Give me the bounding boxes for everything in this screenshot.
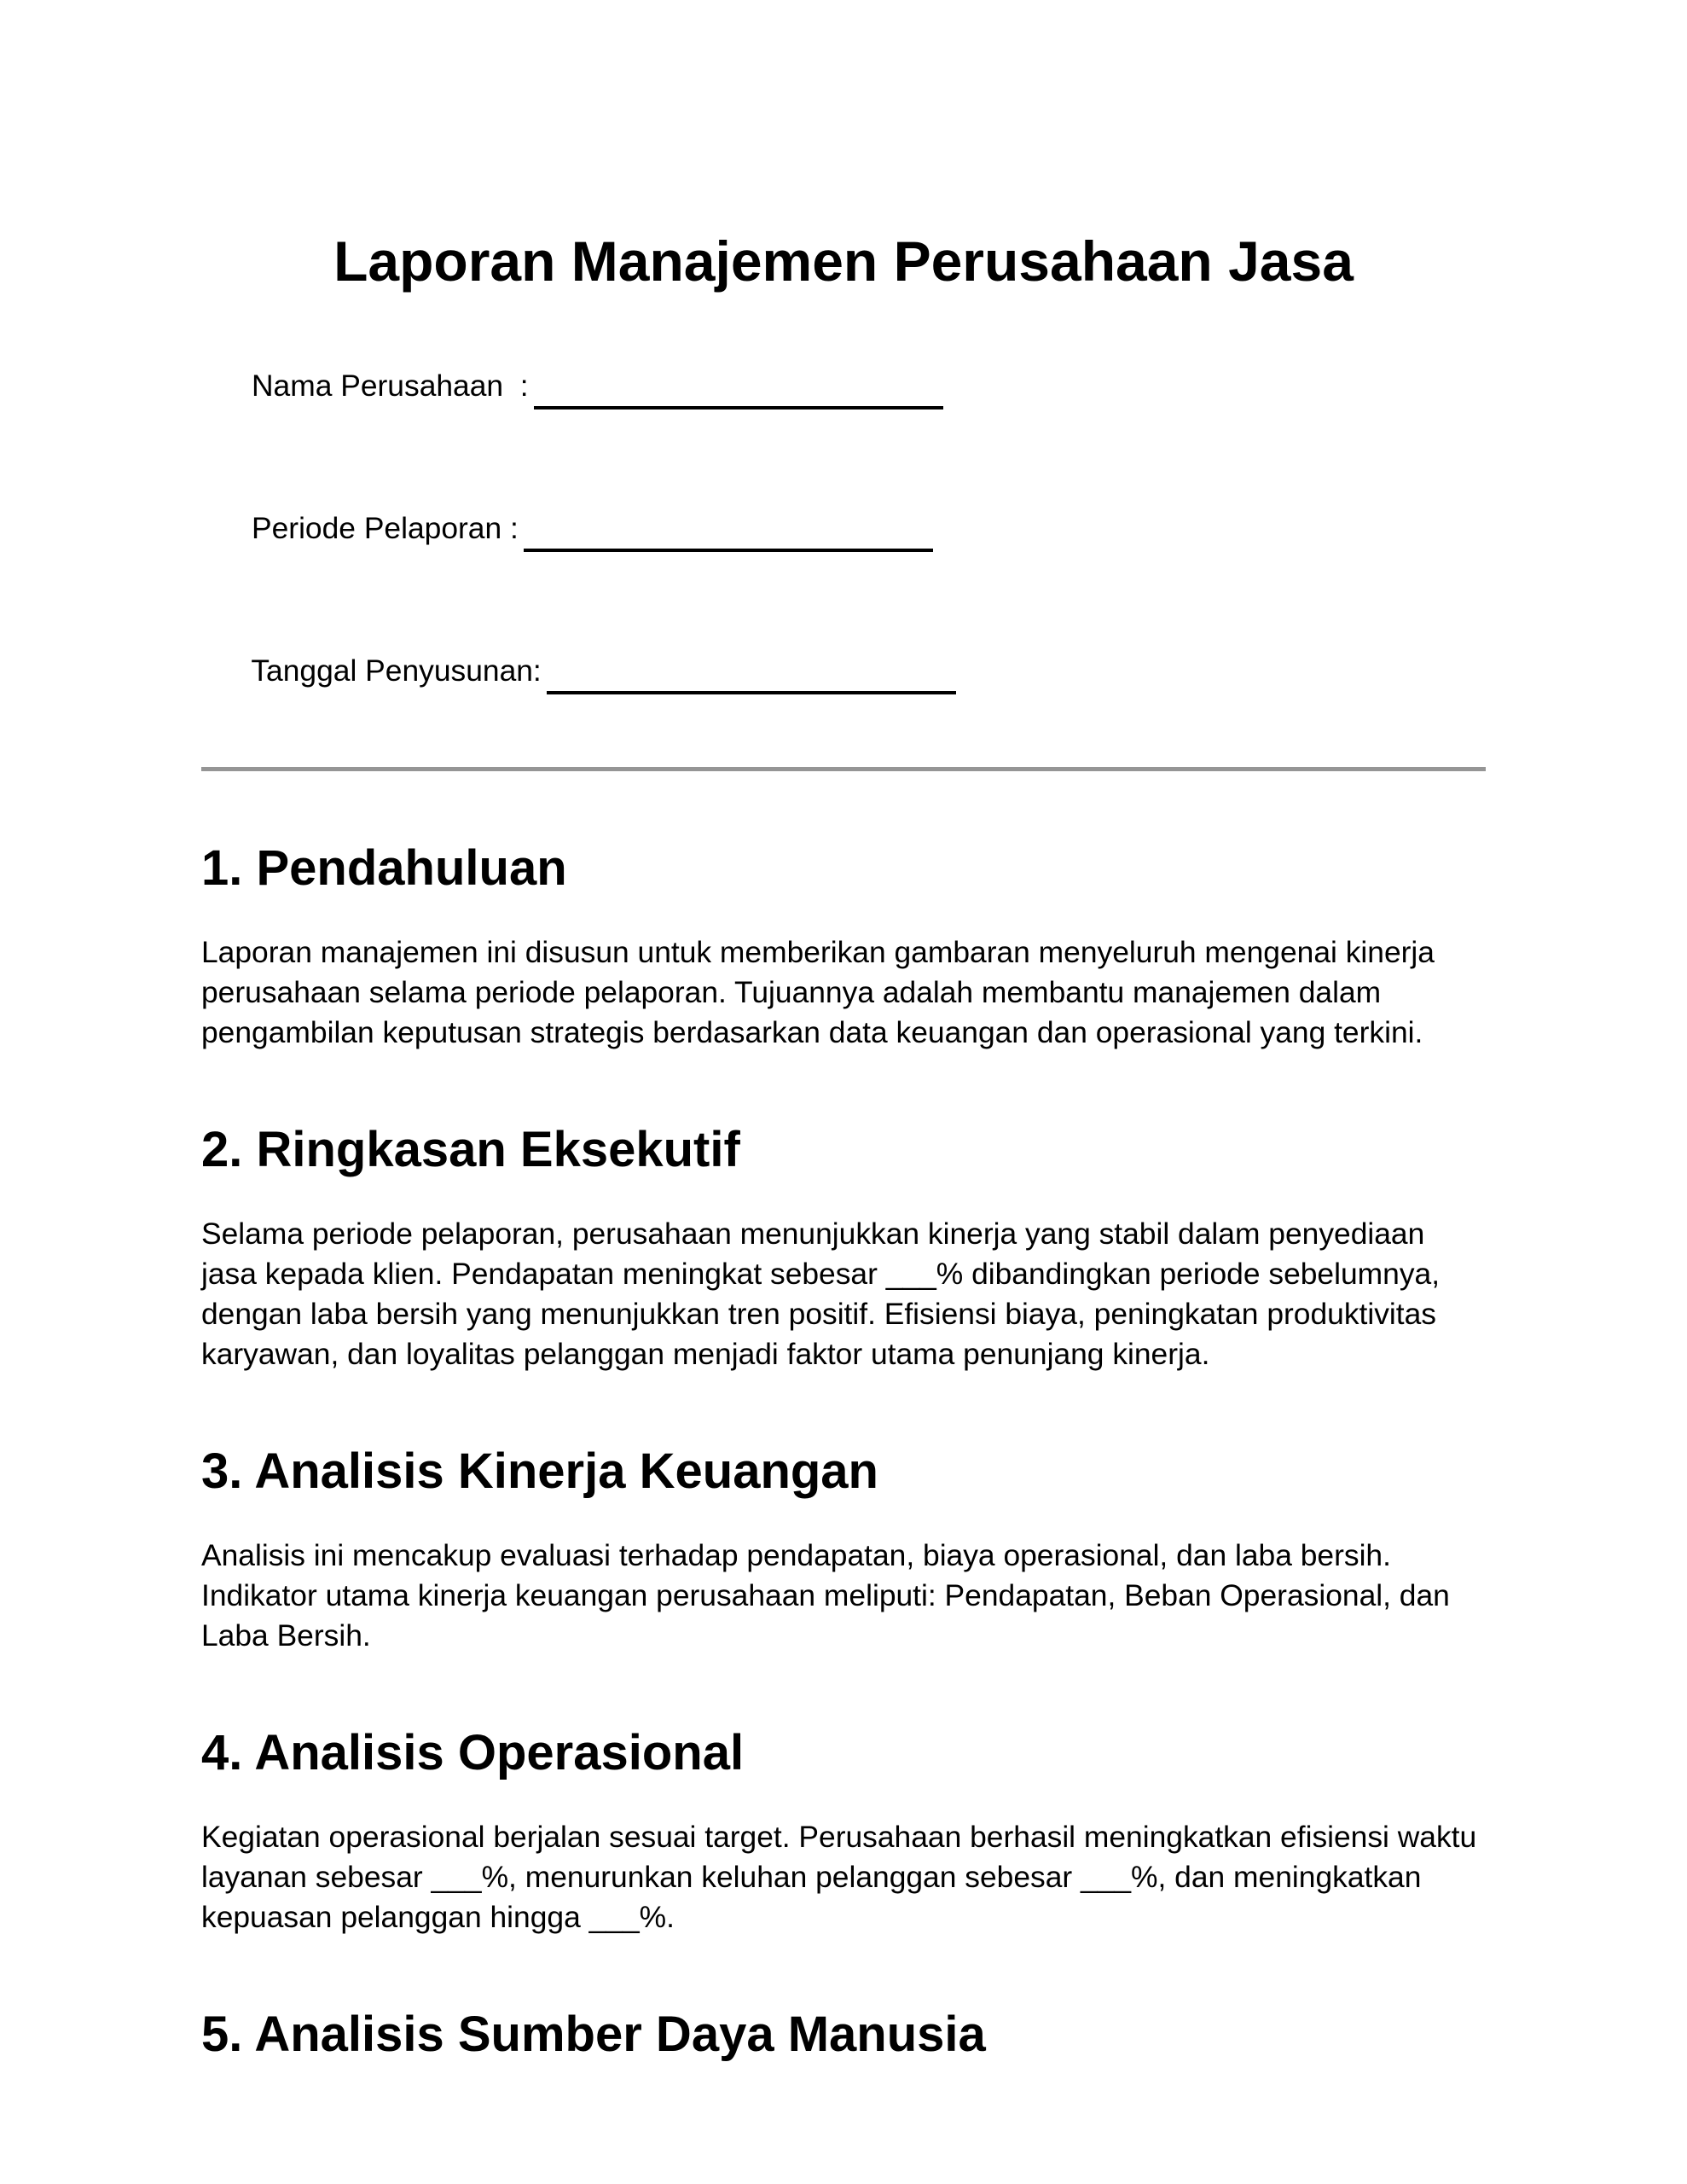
- field-label-nama-perusahaan: Nama Perusahaan :: [252, 369, 529, 403]
- section-heading-ringkasan-eksekutif: 2. Ringkasan Eksekutif: [201, 1122, 740, 1177]
- section-body-pendahuluan: Laporan manajemen ini disusun untuk memberikan gambaran menyeluruh mengenai kinerja perusahaan selama periode pelaporan. Tujuannya adalah membantu manajemen dalam pengambilan keputusan strategis berdasarkan data keuangan dan operasional yang terkini.: [201, 935, 1435, 1049]
- field-periode-pelaporan: [201, 482, 1486, 583]
- section-heading-analisis-operasional: 4. Analisis Operasional: [201, 1725, 745, 1780]
- section-ringkasan-eksekutif: [201, 1122, 1486, 1374]
- section-analisis-sumber-daya-manusia: [201, 2007, 1486, 2062]
- horizontal-divider: [201, 767, 1486, 771]
- section-heading-analisis-sumber-daya-manusia: 5. Analisis Sumber Daya Manusia: [201, 2007, 986, 2062]
- section-heading-analisis-kinerja-keuangan: 3. Analisis Kinerja Keuangan: [201, 1443, 878, 1499]
- section-body-ringkasan-eksekutif: Selama periode pelaporan, perusahaan menunjukkan kinerja yang stabil dalam penyediaan jasa kepada klien. Pendapatan meningkat sebesar ___% dibandingkan periode sebelumnya, dengan laba bersih yang menunjukkan tren positif. Efisiensi biaya, peningkatan produktivitas karyawan, dan loyalitas pelanggan menjadi faktor utama penunjang kinerja.: [201, 1217, 1441, 1371]
- field-tanggal-penyusunan: [201, 624, 1486, 725]
- section-analisis-kinerja-keuangan: [201, 1443, 1486, 1656]
- section-heading-pendahuluan: 1. Pendahuluan: [201, 840, 567, 896]
- section-pendahuluan: [201, 840, 1486, 1053]
- section-analisis-operasional: [201, 1725, 1486, 1937]
- field-nama-perusahaan: [201, 340, 1486, 440]
- header-fields: [201, 340, 1486, 725]
- fill-in-line-nama-perusahaan: [534, 406, 943, 410]
- field-label-tanggal-penyusunan: Tanggal Penyusunan:: [251, 653, 542, 688]
- fill-in-line-periode-pelaporan: [524, 549, 933, 552]
- fill-in-line-tanggal-penyusunan: [547, 691, 956, 694]
- field-label-periode-pelaporan: Periode Pelaporan :: [252, 511, 519, 545]
- section-body-analisis-operasional: Kegiatan operasional berjalan sesuai target. Perusahaan berhasil meningkatkan efisiensi waktu layanan sebesar ___%, menurunkan keluhan pelanggan sebesar ___%, dan meningkatkan kepuasan pelanggan hingga ___%.: [201, 1820, 1477, 1934]
- section-body-analisis-kinerja-keuangan: Analisis ini mencakup evaluasi terhadap pendapatan, biaya operasional, dan laba bersih. Indikator utama kinerja keuangan perusahaan meliputi: Pendapatan, Beban Operasional, dan Laba Bersih.: [201, 1538, 1450, 1653]
- document-title: Laporan Manajemen Perusahaan Jasa: [333, 229, 1354, 293]
